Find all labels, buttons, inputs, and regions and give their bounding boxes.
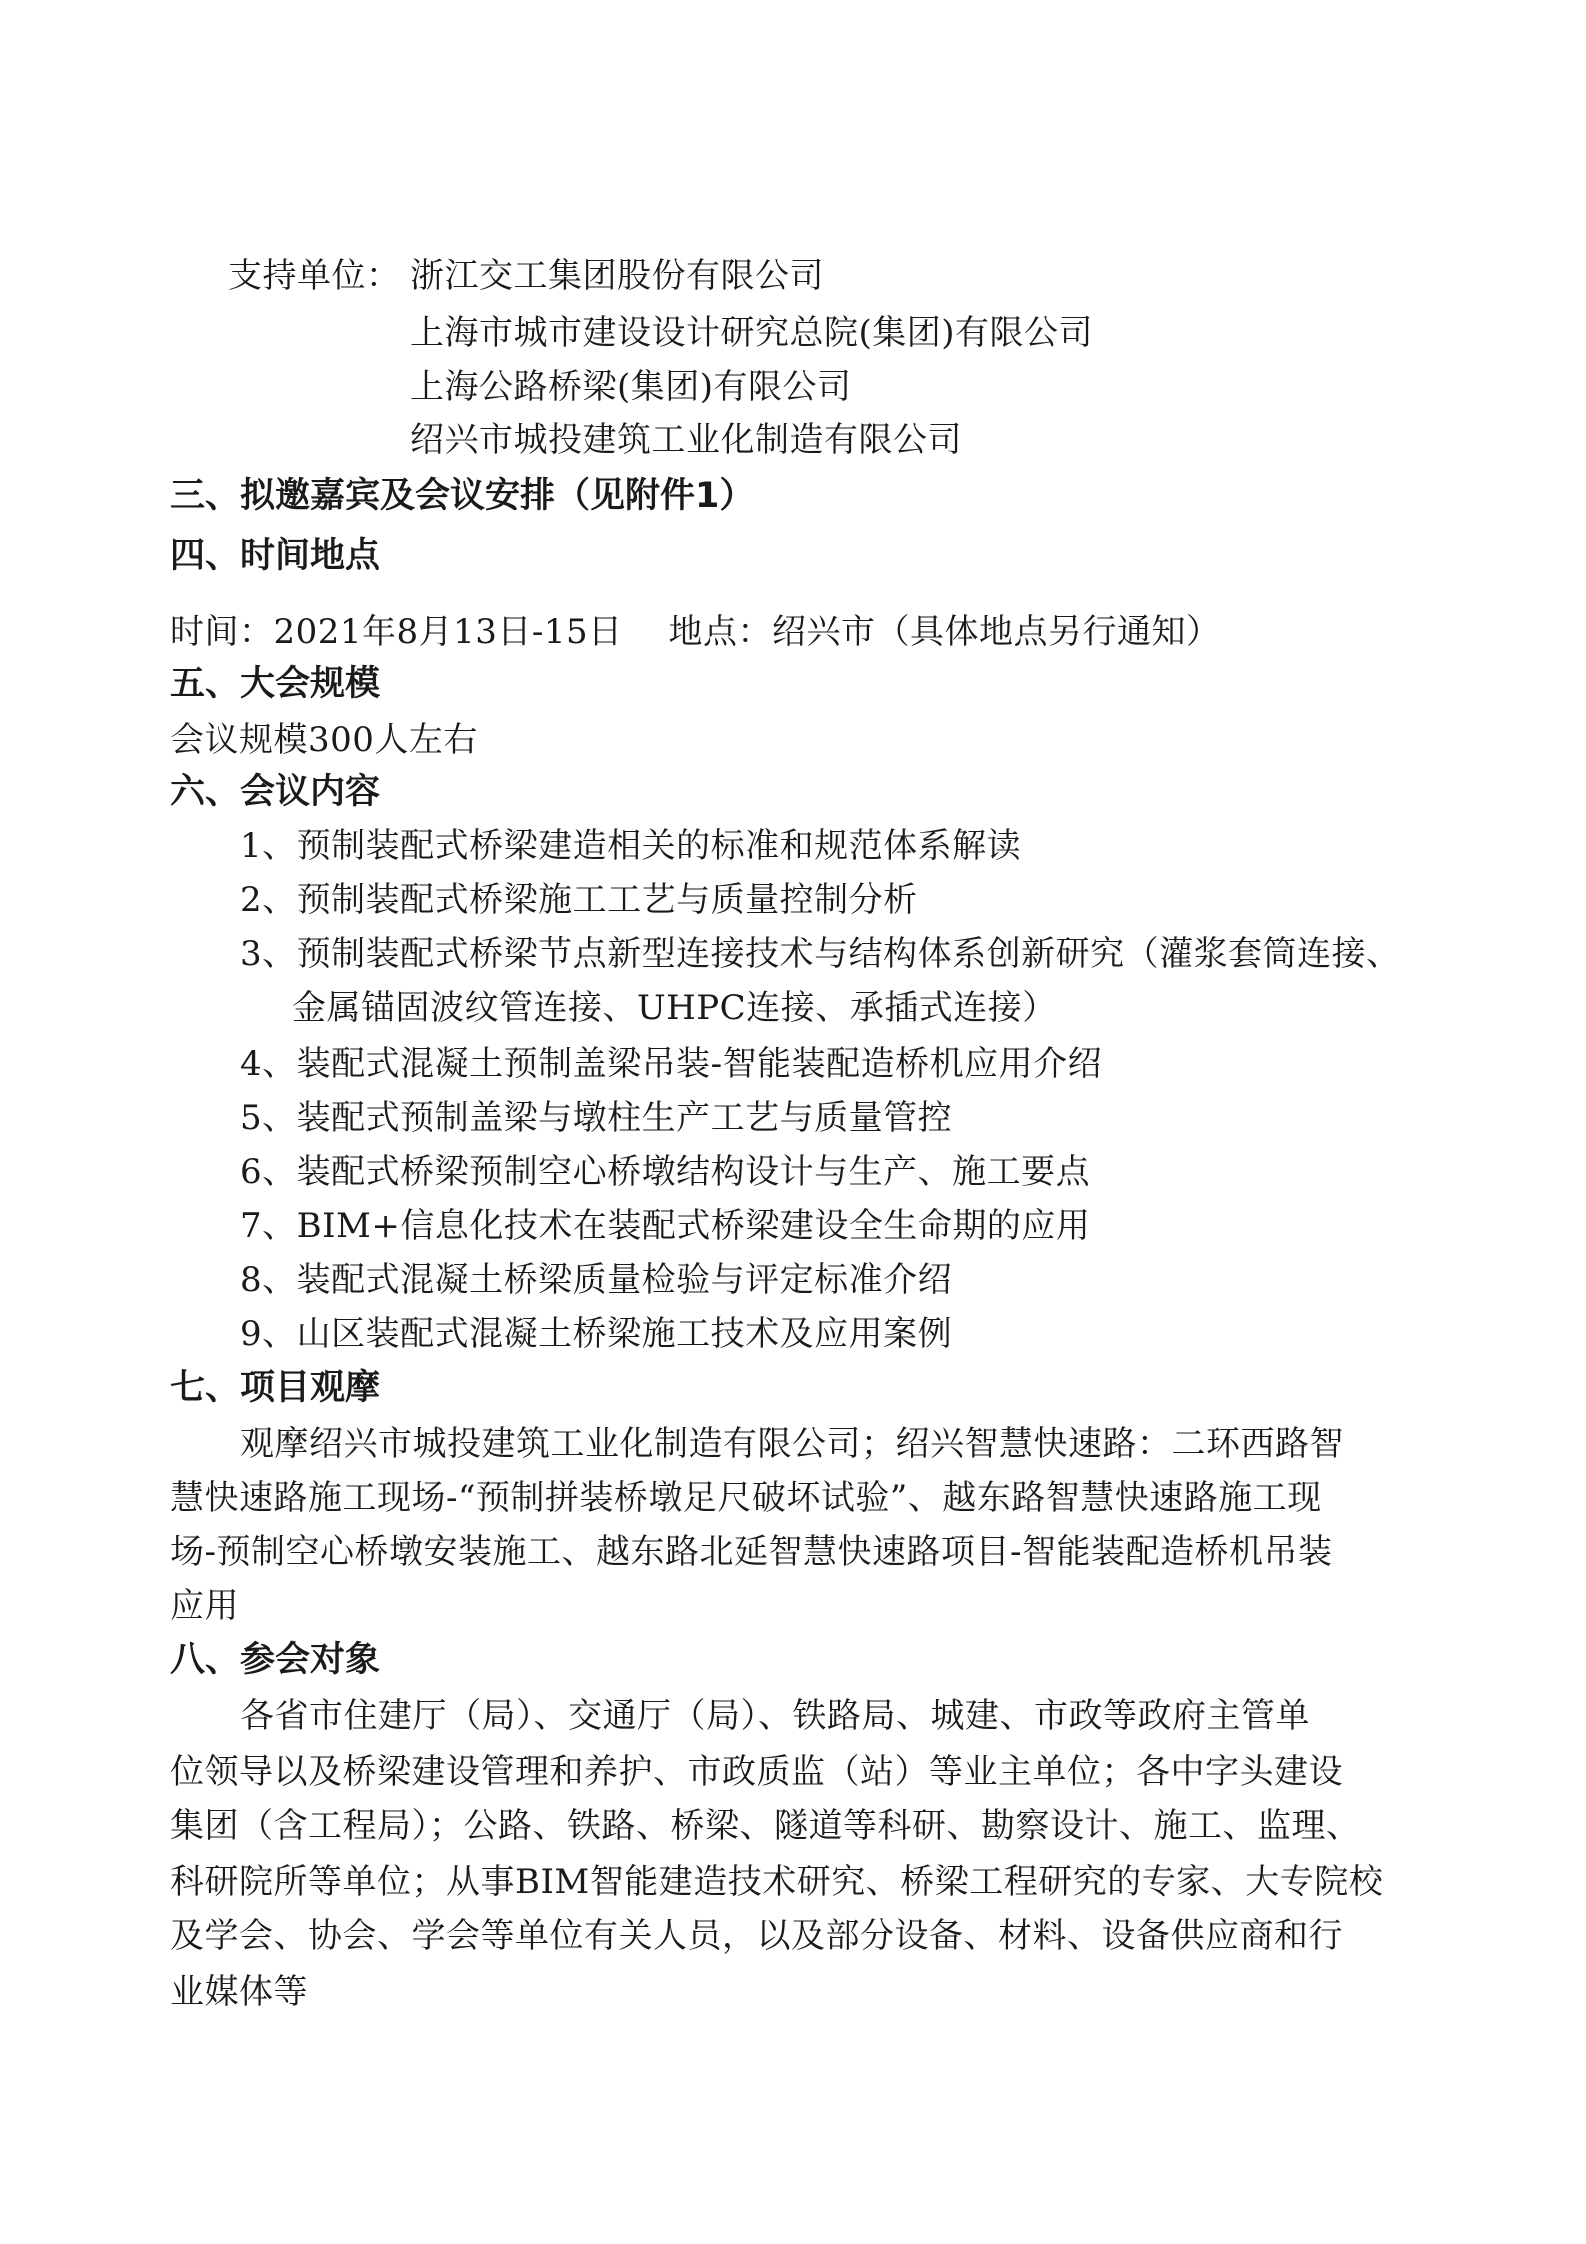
section-4-heading: 四、时间地点 [170,536,381,576]
paragraph-line: 各省市住建厅（局）、交通厅（局）、铁路局、城建、市政等政府主管单 [240,1696,1310,1736]
paragraph-line: 慧快速路施工现场-“预制拼装桥墩足尺破坏试验”、越东路智慧快速路施工现 [170,1478,1322,1518]
support-unit-3: 上海公路桥梁(集团)有限公司 [410,367,852,407]
content-item: 1、预制装配式桥梁建造相关的标准和规范体系解读 [240,826,1022,866]
content-item: 4、装配式混凝土预制盖梁吊装-智能装配造桥机应用介绍 [240,1044,1103,1084]
time-place-text: 时间：2021年8月13日-15日 地点：绍兴市（具体地点另行通知） [170,612,1221,652]
section-8-heading: 八、参会对象 [170,1640,381,1680]
support-unit-4: 绍兴市城投建筑工业化制造有限公司 [410,420,962,460]
paragraph-line: 观摩绍兴市城投建筑工业化制造有限公司；绍兴智慧快速路：二环西路智 [240,1424,1344,1464]
content-item: 7、BIM+信息化技术在装配式桥梁建设全生命期的应用 [240,1206,1091,1246]
content-item: 8、装配式混凝土桥梁质量检验与评定标准介绍 [240,1260,953,1300]
paragraph-line: 应用 [170,1586,239,1626]
scale-text: 会议规模300人左右 [170,720,478,760]
content-item: 3、预制装配式桥梁节点新型连接技术与结构体系创新研究（灌浆套筒连接、 [240,934,1401,974]
support-unit-1: 浙江交工集团股份有限公司 [410,256,824,296]
paragraph-line: 科研院所等单位；从事BIM智能建造技术研究、桥梁工程研究的专家、大专院校 [170,1862,1384,1902]
section-7-heading: 七、项目观摩 [170,1368,381,1408]
content-item: 9、山区装配式混凝土桥梁施工技术及应用案例 [240,1314,953,1354]
paragraph-line: 业媒体等 [170,1972,308,2012]
paragraph-line: 集团（含工程局）；公路、铁路、桥梁、隧道等科研、勘察设计、施工、监理、 [170,1806,1361,1846]
content-item-continuation: 金属锚固波纹管连接、UHPC连接、承插式连接） [292,988,1057,1028]
section-3-heading: 三、拟邀嘉宾及会议安排（见附件1） [170,476,755,516]
support-label: 支持单位： [228,256,401,296]
section-6-heading: 六、会议内容 [170,772,381,812]
paragraph-line: 位领导以及桥梁建设管理和养护、市政质监（站）等业主单位；各中字头建设 [170,1752,1343,1792]
section-5-heading: 五、大会规模 [170,664,381,704]
paragraph-line: 场-预制空心桥墩安装施工、越东路北延智慧快速路项目-智能装配造桥机吊装 [170,1532,1333,1572]
content-item: 6、装配式桥梁预制空心桥墩结构设计与生产、施工要点 [240,1152,1091,1192]
content-item: 2、预制装配式桥梁施工工艺与质量控制分析 [240,880,918,920]
content-item: 5、装配式预制盖梁与墩柱生产工艺与质量管控 [240,1098,953,1138]
paragraph-line: 及学会、协会、学会等单位有关人员，以及部分设备、材料、设备供应商和行 [170,1916,1343,1956]
support-unit-2: 上海市城市建设设计研究总院(集团)有限公司 [410,313,1094,353]
